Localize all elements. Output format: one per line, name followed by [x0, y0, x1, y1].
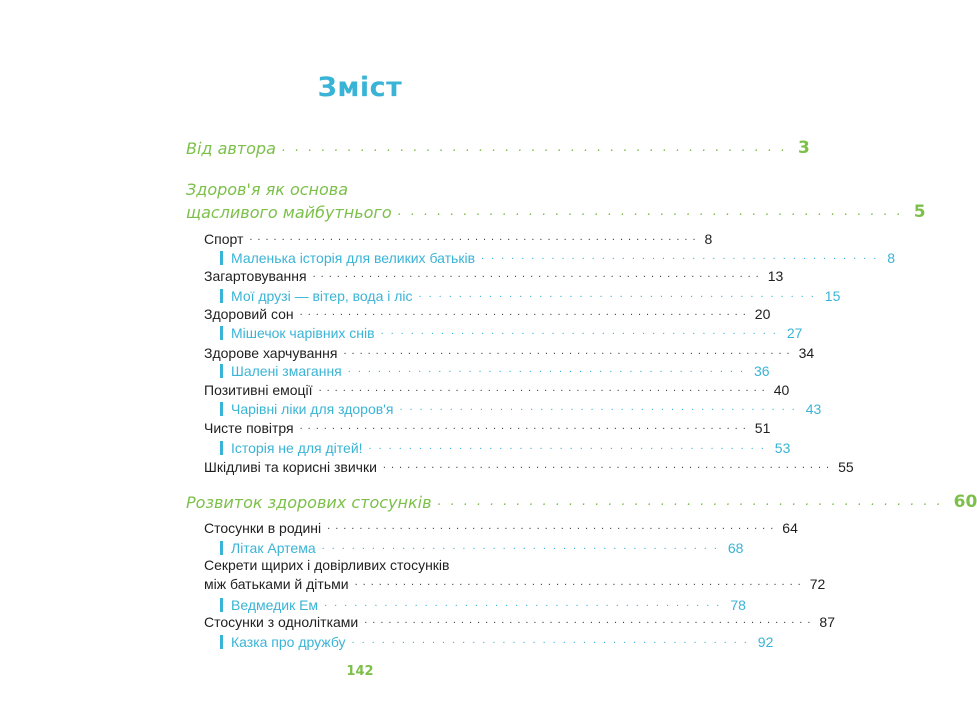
leader-dots: ........................................................ [354, 576, 806, 588]
toc-chapter [204, 576, 826, 592]
toc-page-number: 51 [754, 420, 771, 436]
toc-page-number: 53 [774, 440, 791, 456]
toc-chapter [204, 231, 713, 247]
toc-chapter-label-line1: Секрети щирих і довірливих стосунків [204, 557, 450, 573]
toc-section-label: Від автора [186, 139, 276, 158]
toc-page-number: 92 [757, 634, 774, 650]
toc-story [220, 401, 822, 417]
toc-chapter-label: Чисте повітря [204, 420, 294, 436]
leader-dots: ....................................... [281, 140, 795, 155]
toc-story [220, 440, 791, 456]
leader-dots: ........................................................ [312, 268, 764, 280]
toc-page-number: 27 [786, 325, 803, 341]
toc-story-label [220, 288, 413, 304]
toc-chapter-label: Загартовування [204, 268, 307, 284]
leader-dots: ........................................ [368, 440, 771, 452]
toc-chapter-label: між батьками й дітьми [204, 576, 349, 592]
toc-story-text: Історія не для дітей! [231, 440, 363, 456]
toc-section [186, 138, 810, 158]
toc-story-label [220, 325, 375, 341]
toc-page-number: 60 [953, 492, 977, 512]
toc-story [220, 325, 803, 341]
toc-story-text: Чарівні ліки для здоров'я [231, 401, 394, 417]
leader-dots: ........................................ [351, 634, 754, 646]
toc-chapter [204, 520, 798, 536]
leader-dots: ........................................................ [382, 459, 835, 471]
story-marker-bar [220, 251, 223, 265]
toc-section [186, 492, 977, 512]
toc-chapter-label: Здорове харчування [204, 345, 338, 361]
leader-dots: ........................................ [481, 250, 884, 262]
story-marker-bar [220, 598, 223, 612]
leader-dots: ....................................... [437, 494, 950, 509]
toc-page-number: 43 [805, 401, 822, 417]
toc-chapter-label: Здоровий сон [204, 306, 294, 322]
toc-story [220, 288, 841, 304]
leader-dots: ........................................ [399, 401, 802, 413]
leader-dots: ........................................ [347, 363, 751, 375]
toc-story [220, 540, 744, 556]
toc-page-number: 36 [754, 363, 770, 379]
toc-story-text: Маленька історія для великих батьків [231, 250, 476, 266]
toc-section [186, 202, 926, 222]
toc-page-number: 5 [913, 202, 926, 222]
story-marker-bar [220, 326, 223, 340]
leader-dots: ........................................ [324, 597, 727, 609]
toc-story-text: Ведмедик Ем [231, 597, 319, 613]
toc-story-label [220, 440, 363, 456]
story-marker-bar [220, 635, 223, 649]
toc-page-number: 8 [704, 231, 713, 247]
toc-chapter-label: Шкідливі та корисні звички [204, 459, 377, 475]
toc-story-text: Шалені змагання [231, 363, 342, 379]
leader-dots: ........................................ [380, 325, 783, 337]
toc-chapter [204, 268, 784, 284]
toc-section-label: щасливого майбутнього [186, 203, 392, 222]
leader-dots: ........................................................ [364, 614, 816, 626]
toc-story-label [220, 363, 342, 379]
toc-page-number: 3 [798, 138, 810, 158]
toc-page-number: 13 [767, 268, 784, 284]
toc-story-label [220, 597, 318, 613]
toc-chapter-label: Стосунки з однолітками [204, 614, 359, 630]
leader-dots: ........................................................ [299, 420, 751, 432]
story-marker-bar [220, 402, 223, 416]
toc-chapter [204, 306, 771, 322]
leader-dots: ....................................... [397, 204, 910, 219]
toc-chapter-label: Позитивні емоції [204, 382, 313, 398]
toc-story [220, 597, 746, 613]
toc-page-number: 64 [782, 520, 798, 536]
leader-dots: ........................................ [321, 540, 724, 552]
leader-dots: ........................................................ [327, 520, 779, 532]
leader-dots: ........................................................ [299, 306, 751, 318]
toc-page-number: 40 [773, 382, 790, 398]
toc-chapter [204, 382, 790, 398]
toc-story [220, 250, 896, 266]
toc-section-label: Розвиток здорових стосунків [186, 493, 432, 512]
toc-page-number: 34 [798, 345, 815, 361]
page-folio-number: 142 [346, 664, 374, 679]
toc-chapter [204, 345, 815, 361]
story-marker-bar [220, 441, 223, 455]
leader-dots: ........................................................ [249, 231, 701, 243]
toc-chapter [204, 420, 771, 436]
toc-story-label [220, 250, 475, 266]
toc-story-text: Мої друзі — вітер, вода і ліс [231, 288, 413, 304]
leader-dots: ........................................................ [318, 382, 770, 394]
toc-page-number: 72 [809, 576, 826, 592]
toc-story-label [220, 401, 393, 417]
toc-story [220, 363, 770, 379]
toc-story-text: Мішечок чарівних снів [231, 325, 375, 341]
toc-story [220, 634, 774, 650]
toc-page-number: 68 [727, 540, 744, 556]
toc-page-number: 15 [824, 288, 841, 304]
toc-page-number: 87 [819, 614, 835, 630]
story-marker-bar [220, 364, 223, 378]
toc-chapter-label: Спорт [204, 231, 244, 247]
toc-story-label [220, 540, 316, 556]
toc-chapter [204, 459, 854, 475]
story-marker-bar [220, 289, 223, 303]
leader-dots: ........................................ [418, 288, 821, 300]
story-marker-bar [220, 541, 223, 555]
toc-story-label [220, 634, 346, 650]
toc-story-text: Літак Артема [231, 540, 316, 556]
toc-section-label-line1: Здоров'я як основа [186, 180, 349, 199]
toc-page-number: 20 [754, 306, 771, 322]
toc-page-number: 78 [730, 597, 746, 613]
toc-page-number: 8 [887, 250, 896, 266]
toc-chapter [204, 614, 835, 630]
page-title: Зміст [317, 72, 403, 103]
toc-chapter-label: Стосунки в родині [204, 520, 322, 536]
leader-dots: ........................................................ [343, 345, 795, 357]
toc-story-text: Казка про дружбу [231, 634, 346, 650]
toc-page-number: 55 [838, 459, 854, 475]
